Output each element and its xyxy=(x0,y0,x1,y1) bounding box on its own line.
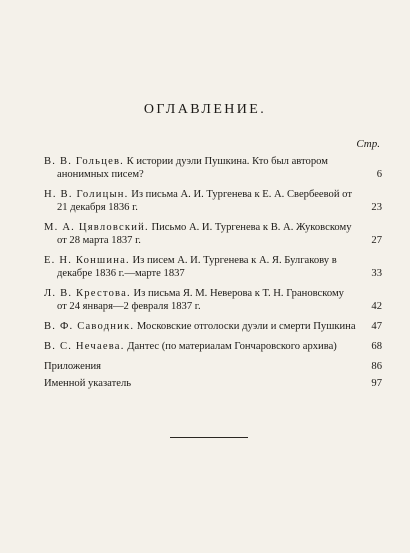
entry-page: 6 xyxy=(376,169,382,180)
entry-author: В. Ф. Саводник. xyxy=(44,321,135,332)
toc-entry-8 xyxy=(44,360,382,373)
entry-author: В. В. Гольцев. xyxy=(44,156,125,167)
entry-title: Приложения xyxy=(44,361,102,372)
entry-page: 68 xyxy=(371,341,382,352)
toc-entry-2 xyxy=(44,188,382,214)
entry-title: Из письма А. И. Тургенева к Е. А. Свербеевой от 21 декабря 1836 г. xyxy=(57,189,352,213)
entry-title: К истории дуэли Пушкина. Кто был автором анонимных писем? xyxy=(57,156,328,180)
closing-rule xyxy=(170,437,248,439)
entry-title: Московские отголоски дуэли и смерти Пушкина xyxy=(136,321,356,332)
toc-entry-4 xyxy=(44,254,382,280)
toc-entry-9 xyxy=(44,377,382,390)
toc-entry-6 xyxy=(44,320,382,333)
toc-entry-7 xyxy=(44,340,382,353)
entry-title: Дантес (по материалам Гончаровского архива) xyxy=(127,341,337,352)
entry-page: 27 xyxy=(371,235,382,246)
entry-page: 23 xyxy=(371,202,382,213)
entry-page: 33 xyxy=(371,268,382,279)
entry-page: 42 xyxy=(371,301,382,312)
entry-title: Из писем А. И. Тургенева к А. Я. Булгакову в декабре 1836 г.—марте 1837 xyxy=(57,255,337,279)
entry-page: 97 xyxy=(371,378,382,389)
toc-entry-5 xyxy=(44,287,382,313)
entry-author: Л. В. Крестова. xyxy=(44,288,131,299)
toc-entry-1 xyxy=(44,155,382,181)
entry-page: 47 xyxy=(371,321,382,332)
table-of-contents xyxy=(44,155,382,394)
entry-title: Письмо А. И. Тургенева к В. А. Жуковскому от 28 марта 1837 г. xyxy=(57,222,352,246)
entry-title: Из письма Я. М. Неверова к Т. Н. Грановскому от 24 января—2 февраля 1837 г. xyxy=(57,288,344,312)
page-column-label: Стр. xyxy=(356,138,380,150)
entry-author: В. С. Нечаева. xyxy=(44,341,125,352)
entry-author: М. А. Цявловский. xyxy=(44,222,149,233)
entry-page: 86 xyxy=(371,361,382,372)
toc-entry-3 xyxy=(44,221,382,247)
entry-author: Е. Н. Коншина. xyxy=(44,255,130,266)
entry-author: Н. В. Голицын. xyxy=(44,189,129,200)
entry-title: Именной указатель xyxy=(44,378,132,389)
page-title: ОГЛАВЛЕНИЕ. xyxy=(143,102,267,117)
